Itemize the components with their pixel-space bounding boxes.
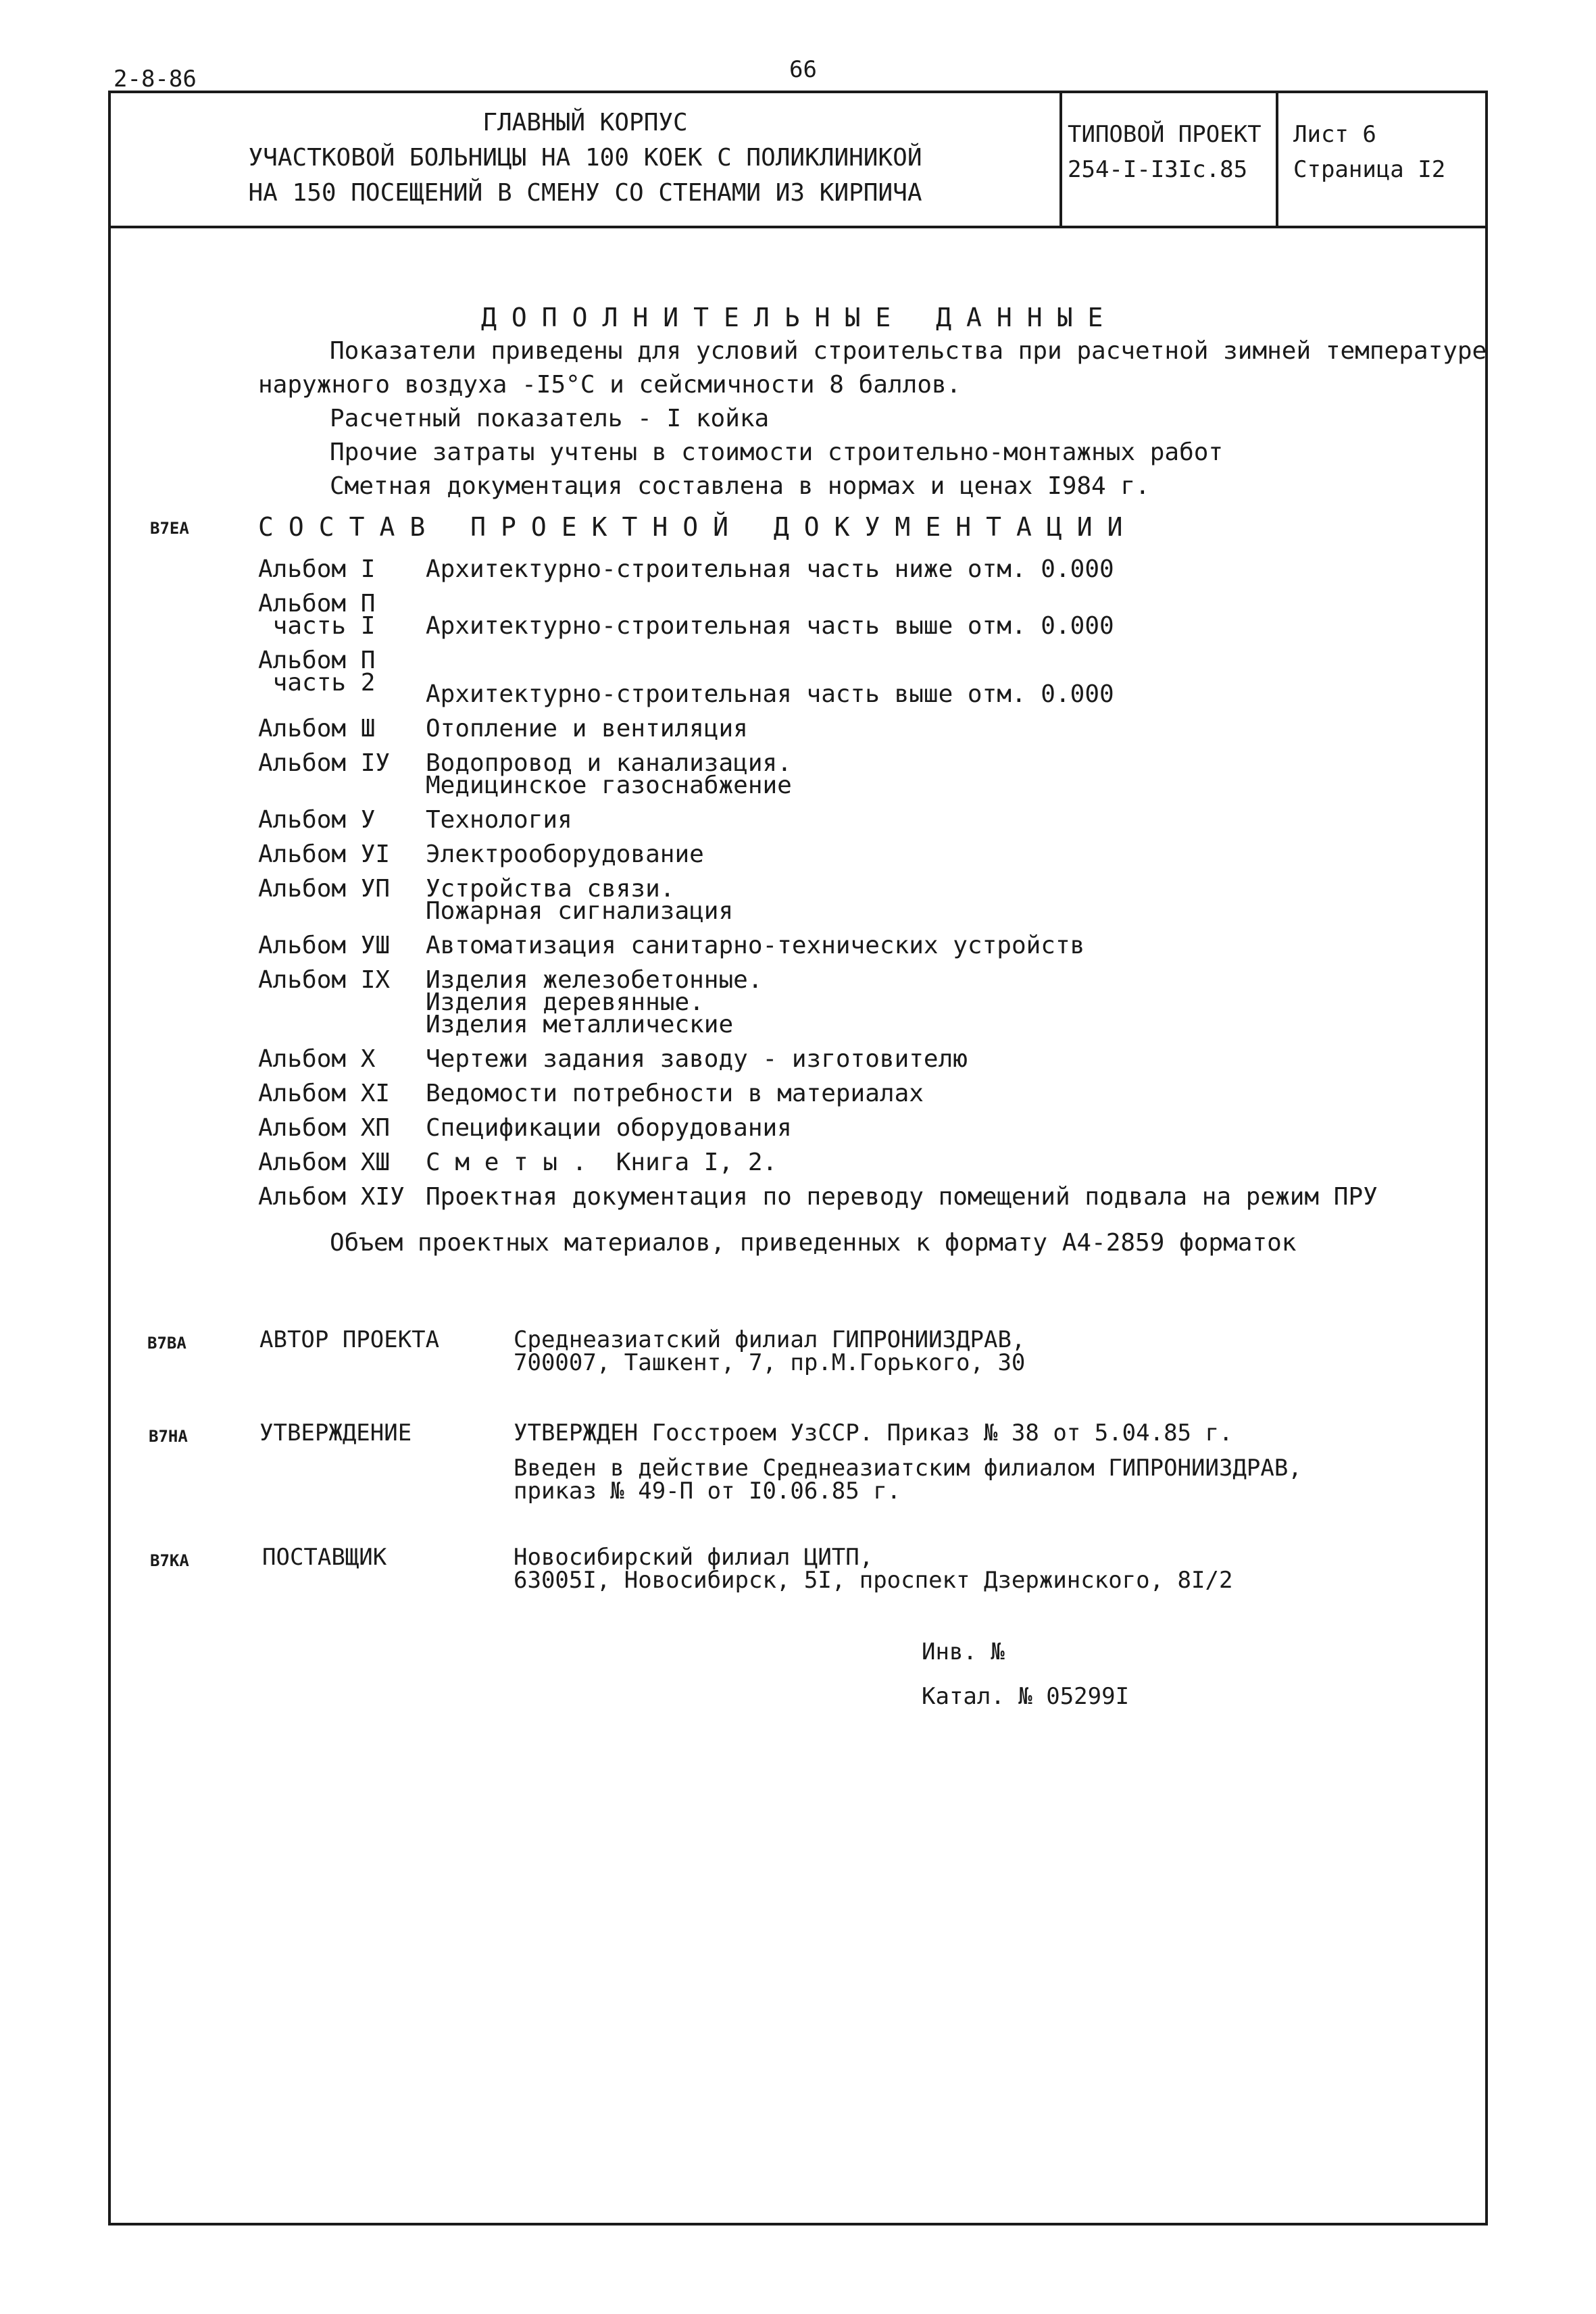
author-label: АВТОР ПРОЕКТА bbox=[259, 1326, 440, 1353]
album-label bbox=[258, 966, 391, 994]
header-divider bbox=[108, 226, 1488, 228]
album-label-line: Альбом Ш bbox=[258, 715, 376, 743]
album-description-line: Пожарная сигнализация bbox=[426, 897, 734, 925]
album-label-line: Альбом П bbox=[258, 590, 376, 618]
title-line-2: УЧАСТКОВОЙ БОЛЬНИЦЫ НА 100 КОЕК С ПОЛИКЛИНИКОЙ bbox=[248, 144, 922, 172]
album-description-line: С м е т ы . Книга I, 2. bbox=[426, 1149, 778, 1176]
album-description-line: Изделия железобетонные. bbox=[426, 966, 763, 994]
album-label-line: Альбом XШ bbox=[258, 1149, 391, 1176]
album-label bbox=[258, 934, 390, 957]
album-description-line: Архитектурно-строительная часть выше отм. 0.000 bbox=[426, 612, 1114, 640]
album-label bbox=[258, 806, 376, 834]
album-description bbox=[426, 1114, 792, 1142]
additional-line-4: Прочие затраты учтены в стоимости строительно-монтажных работ bbox=[330, 438, 1224, 466]
album-description bbox=[426, 1151, 777, 1174]
album-label bbox=[258, 715, 376, 743]
album-label-line: Альбом IУ bbox=[258, 749, 391, 777]
album-label-line: Альбом IX bbox=[258, 966, 391, 994]
album-label bbox=[258, 1151, 390, 1174]
inventory-number: Инв. № bbox=[922, 1638, 1005, 1665]
album-label bbox=[258, 840, 391, 868]
album-label bbox=[258, 649, 375, 705]
album-description bbox=[426, 840, 704, 868]
album-description-line: Архитектурно-строительная часть выше отм. 0.000 bbox=[426, 680, 1114, 708]
album-description bbox=[426, 966, 763, 1038]
album-label bbox=[258, 749, 391, 777]
album-description bbox=[426, 875, 734, 925]
author-line-2: 700007, Ташкент, 7, пр.М.Горького, 30 bbox=[514, 1349, 1026, 1376]
title-line-1: ГЛАВНЫЙ КОРПУС bbox=[482, 109, 688, 136]
album-description-line: Автоматизация санитарно-технических устройств bbox=[426, 932, 1085, 959]
album-description bbox=[426, 806, 572, 834]
additional-heading: ДОПОЛНИТЕЛЬНЫЕ ДАННЫЕ bbox=[481, 303, 1118, 332]
album-description-line: Ведомости потребности в материалах bbox=[426, 1080, 924, 1107]
album-label-line: Альбом XI bbox=[258, 1080, 391, 1107]
album-description bbox=[426, 749, 792, 799]
additional-line-5: Сметная документация составлена в нормах и ценах I984 г. bbox=[330, 472, 1150, 500]
project-label: ТИПОВОЙ ПРОЕКТ bbox=[1068, 121, 1262, 148]
supplier-line-2: 63005I, Новосибирск, 5I, проспект Дзержинского, 8I/2 bbox=[514, 1567, 1233, 1594]
volume-note: Объем проектных материалов, приведенных к формату А4-2859 форматок bbox=[330, 1229, 1297, 1257]
album-description bbox=[426, 680, 1114, 708]
album-label-line: Альбом XIУ bbox=[258, 1183, 405, 1211]
album-label-line: Альбом УI bbox=[258, 840, 391, 868]
album-label-line: Альбом УП bbox=[258, 875, 391, 903]
album-description-line: Медицинское газоснабжение bbox=[426, 772, 792, 799]
header-title bbox=[111, 108, 1059, 208]
album-label-line: часть I bbox=[258, 612, 376, 640]
page-reference: Страница I2 bbox=[1293, 156, 1446, 183]
document-date: 2-8-86 bbox=[114, 66, 197, 93]
approval-line-2: Введен в действие Среднеазиатским филиалом ГИПРОНИИЗДРАВ, bbox=[514, 1455, 1302, 1482]
approval-line-3: приказ № 49-П от I0.06.85 г. bbox=[514, 1478, 901, 1505]
album-description-line: Изделия металлические bbox=[426, 1011, 734, 1038]
composition-heading: СОСТАВ ПРОЕКТНОЙ ДОКУМЕНТАЦИИ bbox=[258, 512, 1138, 542]
album-label-line: Альбом П bbox=[258, 647, 376, 674]
album-description-line: Проектная документация по переводу помещений подвала на режим ПРУ bbox=[426, 1183, 1378, 1211]
project-code: 254-I-I3Ic.85 bbox=[1068, 156, 1248, 183]
author-code: B7BA bbox=[147, 1334, 186, 1353]
album-label-line: Альбом УШ bbox=[258, 932, 391, 959]
album-description-line: Устройства связи. bbox=[426, 875, 675, 903]
author-line-1: Среднеазиатский филиал ГИПРОНИИЗДРАВ, bbox=[514, 1326, 1026, 1353]
album-description bbox=[426, 612, 1114, 640]
album-description bbox=[426, 1045, 968, 1073]
album-description bbox=[426, 555, 1114, 583]
album-label-line: Альбом X bbox=[258, 1045, 376, 1073]
additional-line-2: наружного воздуха -I5°C и сейсмичности 8 баллов. bbox=[258, 371, 962, 399]
album-description-line: Отопление и вентиляция bbox=[426, 715, 748, 743]
album-label bbox=[258, 1045, 376, 1073]
album-label-line: Альбом У bbox=[258, 806, 376, 834]
album-label bbox=[258, 555, 376, 583]
album-description bbox=[426, 1183, 1378, 1211]
album-description bbox=[426, 715, 748, 743]
title-line-3: НА 150 ПОСЕЩЕНИЙ В СМЕНУ СО СТЕНАМИ ИЗ КИРПИЧА bbox=[248, 179, 922, 207]
catalog-number: Катал. № 05299I bbox=[922, 1683, 1130, 1710]
album-description-line: Электрооборудование bbox=[426, 840, 704, 868]
album-description-line: Водопровод и канализация. bbox=[426, 749, 792, 777]
approval-line-1: УТВЕРЖДЕН Госстроем УзССР. Приказ № 38 от 5.04.85 г. bbox=[514, 1419, 1233, 1447]
album-description-line: Изделия деревянные. bbox=[426, 988, 704, 1016]
album-label bbox=[258, 1114, 391, 1142]
additional-line-1: Показатели приведены для условий строительства при расчетной зимней температуре bbox=[330, 337, 1487, 365]
additional-line-3: Расчетный показатель - I койка bbox=[330, 405, 770, 432]
album-description-line: Чертежи задания заводу - изготовителю bbox=[426, 1045, 968, 1073]
album-label bbox=[258, 1183, 405, 1211]
approval-label: УТВЕРЖДЕНИЕ bbox=[259, 1419, 412, 1447]
page-number: 66 bbox=[789, 56, 817, 83]
album-label bbox=[258, 1082, 390, 1105]
album-label-line: часть 2 bbox=[258, 669, 376, 697]
supplier-label: ПОСТАВЩИК bbox=[262, 1544, 387, 1571]
composition-code: B7EA bbox=[150, 519, 189, 538]
supplier-line-1: Новосибирский филиал ЦИТП, bbox=[514, 1544, 874, 1571]
album-description bbox=[426, 934, 1084, 957]
album-label bbox=[258, 875, 391, 903]
supplier-code: B7KA bbox=[150, 1551, 189, 1570]
album-description bbox=[426, 1082, 924, 1105]
sheet-number: Лист 6 bbox=[1293, 121, 1376, 148]
approval-code: B7HA bbox=[149, 1427, 188, 1446]
album-description-line: Архитектурно-строительная часть ниже отм. 0.000 bbox=[426, 555, 1114, 583]
album-description-line: Технология bbox=[426, 806, 572, 834]
album-label bbox=[258, 590, 376, 640]
album-label-line: Альбом XП bbox=[258, 1114, 391, 1142]
album-description-line: Спецификации оборудования bbox=[426, 1114, 792, 1142]
album-label-line: Альбом I bbox=[258, 555, 376, 583]
